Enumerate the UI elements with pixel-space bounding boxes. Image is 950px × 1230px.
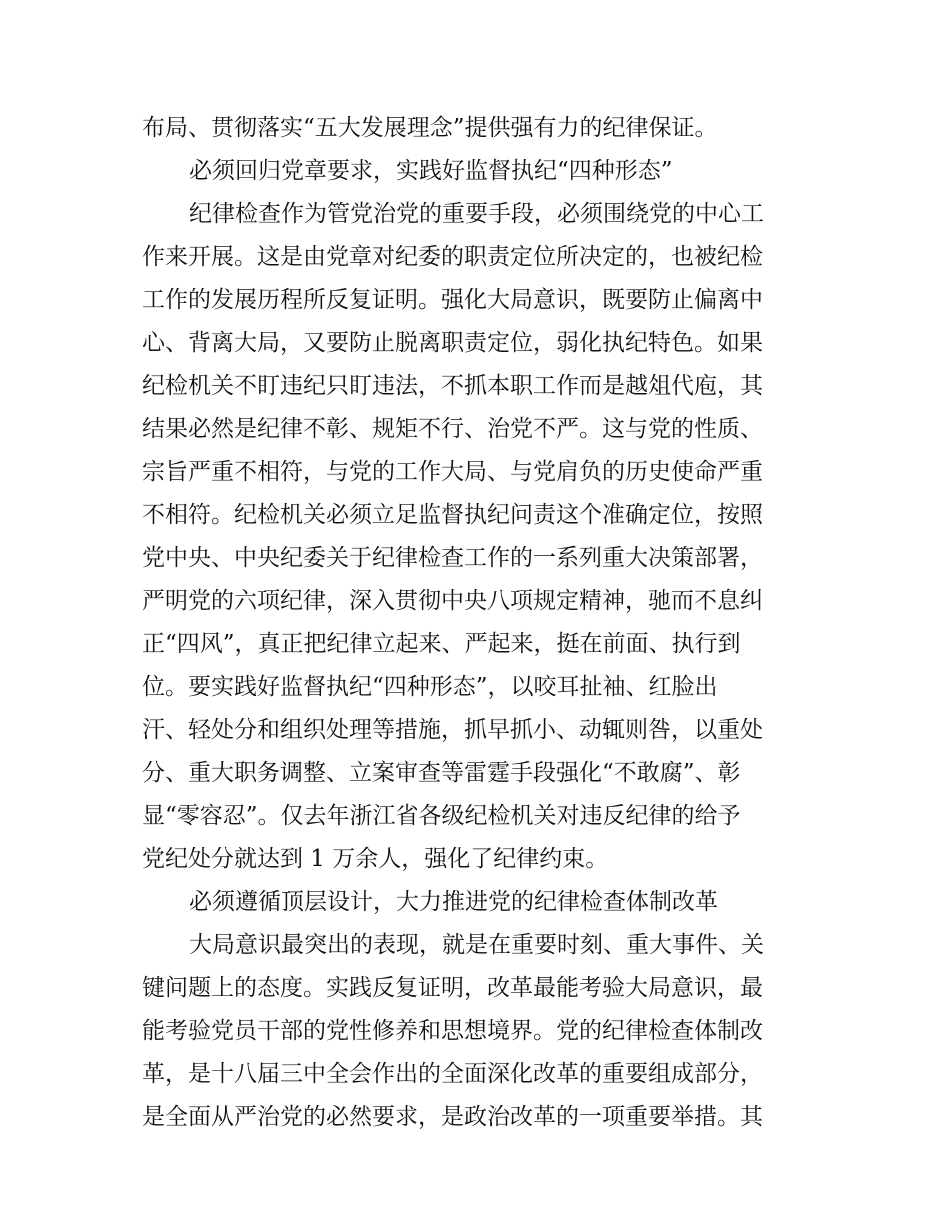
text-line: 键问题上的态度。实践反复证明，改革最能考验大局意识，最 — [142, 975, 763, 1001]
text-line: 位。要实践好监督执纪“四种形态”，以咬耳扯袖、红脸出 — [142, 674, 718, 700]
text-line: 大局意识最突出的表现，就是在重要时刻、重大事件、关 — [189, 932, 764, 958]
text-line: 布局、贯彻落实“五大发展理念”提供强有力的纪律保证。 — [142, 115, 718, 141]
text-line: 不相符。纪检机关必须立足监督执纪问责这个准确定位，按照 — [142, 502, 763, 528]
text-line: 分、重大职务调整、立案审查等雷霆手段强化“不敢腐”、彰 — [142, 760, 741, 786]
text-line: 是全面从严治党的必然要求，是政治改革的一项重要举措。其 — [142, 1104, 763, 1130]
text-line: 党纪处分就达到 1 万余人，强化了纪律约束。 — [142, 846, 609, 872]
text-line: 工作的发展历程所反复证明。强化大局意识，既要防止偏离中 — [142, 287, 763, 313]
text-line: 正“四风”，真正把纪律立起来、严起来，挺在前面、执行到 — [142, 631, 741, 657]
text-line: 纪检机关不盯违纪只盯违法，不抓本职工作而是越俎代庖，其 — [142, 373, 763, 399]
text-line: 严明党的六项纪律，深入贯彻中央八项规定精神，驰而不息纠 — [142, 588, 763, 614]
text-line: 结果必然是纪律不彰、规矩不行、治党不严。这与党的性质、 — [142, 416, 763, 442]
text-line: 革，是十八届三中全会作出的全面深化改革的重要组成部分， — [142, 1061, 763, 1087]
section-heading: 必须回归党章要求，实践好监督执纪“四种形态” — [189, 158, 673, 184]
text-line: 党中央、中央纪委关于纪律检查工作的一系列重大决策部署， — [142, 545, 763, 571]
text-line: 纪律检查作为管党治党的重要手段，必须围绕党的中心工 — [189, 201, 764, 227]
text-line: 心、背离大局，又要防止脱离职责定位，弱化执纪特色。如果 — [142, 330, 763, 356]
text-line: 能考验党员干部的党性修养和思想境界。党的纪律检查体制改 — [142, 1018, 763, 1044]
section-heading: 必须遵循顶层设计，大力推进党的纪律检查体制改革 — [189, 889, 718, 915]
text-line: 显“零容忍”。仅去年浙江省各级纪检机关对违反纪律的给予 — [142, 803, 741, 829]
text-line: 作来开展。这是由党章对纪委的职责定位所决定的，也被纪检 — [142, 244, 763, 270]
text-line: 宗旨严重不相符，与党的工作大局、与党肩负的历史使命严重 — [142, 459, 763, 485]
text-line: 汗、轻处分和组织处理等措施，抓早抓小、动辄则咎，以重处 — [142, 717, 763, 743]
